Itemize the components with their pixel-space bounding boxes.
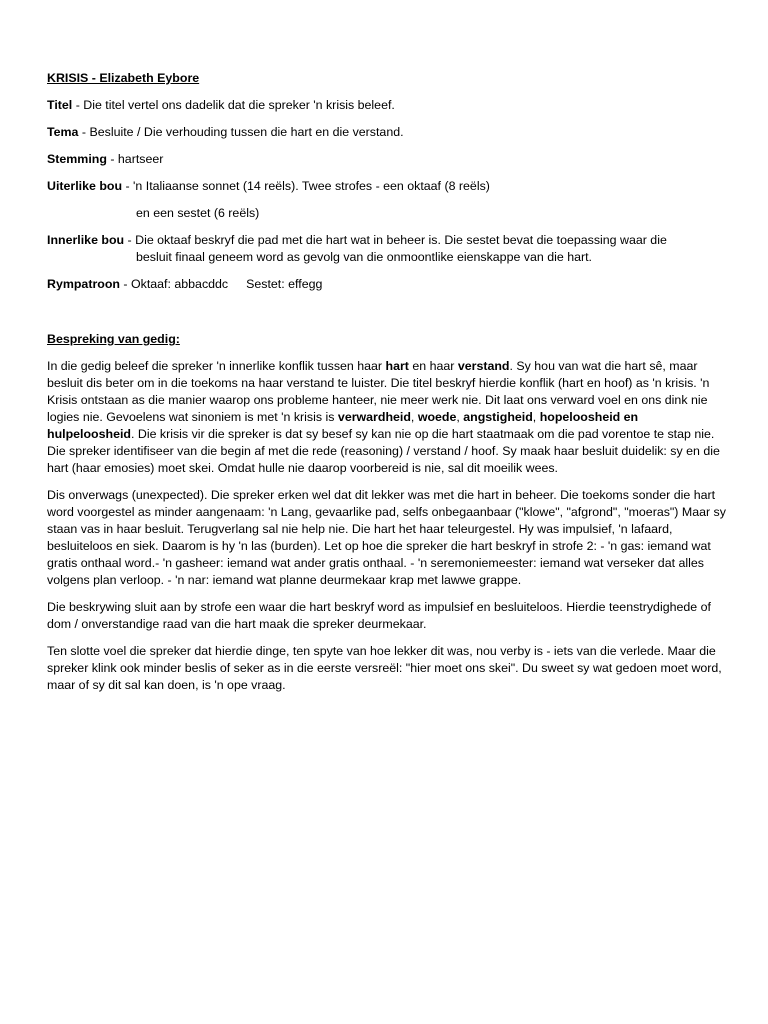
p1-text-d: . Sy hou van wat die hart sê, maar besluit dis beter om in die toekoms na haar verstand te luister. Die titel beskryf hierdie konflik (hart en hoof) as 'n krisis. 'n Krisis ontstaan as die manier waarop ons probleme hanteer, nie meer werk nie. Dit laat ons verward voel en ons dink nie logies nie. Gevoelens wat sinoniem is met 'n krisis is: [47, 359, 710, 424]
rympatroon-line: [47, 276, 727, 293]
p1-bold-hopeloosheid: hopeloosheid en hulpeloosheid: [47, 410, 639, 441]
innerlike-bou-text: - Die oktaaf beskryf die pad met die hart wat in beheer is. Die sestet bevat die toepassing waar die: [124, 233, 667, 247]
document-page: [47, 70, 727, 704]
rympatroon-sestet: Sestet: effegg: [246, 277, 323, 291]
document-title: KRISIS - Elizabeth Eybore: [47, 71, 200, 85]
tema-line: [47, 124, 727, 141]
p1-bold-verstand: verstand: [457, 359, 510, 373]
p1-text-g: ,: [532, 410, 540, 424]
p1-text-f: ,: [456, 410, 464, 424]
p1-text-e: ,: [410, 410, 418, 424]
stemming-label: Stemming: [47, 152, 107, 166]
p1-bold-verwardheid: verwardheid: [337, 410, 411, 424]
paragraph-3: Die beskrywing sluit aan by strofe een waar die hart beskryf word as impulsief en besluiteloos. Hierdie teenstrydighede of dom / onverstandige raad van die hart maak die spreker deurmekaar.: [47, 600, 711, 631]
p1-text-h: . Die krisis vir die spreker is dat sy besef sy kan nie op die hart staatmaak om die pad vorentoe te stap nie. Die spreker identifiseer van die begin af met die rede (reasoning) / verstand / hoof. Sy maak haar besluit duidelik: sy en die hart (haar emosies) moet skei. Omdat hulle nie daarop voorbereid is nie, sal dit moeilik wees.: [47, 427, 720, 475]
p1-bold-angstigheid: angstigheid: [463, 410, 533, 424]
titel-line: [47, 97, 727, 114]
section-spacer: [47, 303, 727, 331]
rympatroon-oktaaf: - Oktaaf: abbacddc: [119, 277, 229, 291]
p1-bold-woede: woede: [417, 410, 457, 424]
innerlike-bou-line: [47, 232, 727, 266]
uiterlike-bou-line: [47, 178, 727, 195]
bespreking-heading: Bespreking van gedig:: [47, 332, 180, 346]
innerlike-bou-continuation: besluit finaal geneem word as gevolg van die onmoontlike eienskappe van die hart.: [136, 250, 592, 264]
innerlike-bou-label: Innerlike bou: [47, 233, 125, 247]
tema-text: - Besluite / Die verhouding tussen die hart en die verstand.: [78, 125, 404, 139]
titel-label: Titel: [47, 98, 73, 112]
uiterlike-bou-continuation: en een sestet (6 reëls): [136, 206, 260, 220]
stemming-line: [47, 151, 727, 168]
rympatroon-label: Rympatroon: [47, 277, 120, 291]
stemming-text: - hartseer: [106, 152, 164, 166]
paragraph-4: Ten slotte voel die spreker dat hierdie dinge, ten spyte van hoe lekker dit was, nou verby is - iets van die verlede. Maar die spreker klink ook minder beslis of seker as in die eerste versreël: "hier moet ons skei". Du sweet sy wat gedoen moet word, maar of sy dit sal kan doen, is 'n ope vraag.: [47, 644, 722, 692]
paragraph-1: [47, 358, 727, 477]
uiterlike-bou-label: Uiterlike bou: [47, 179, 123, 193]
p1-bold-hart: hart: [385, 359, 409, 373]
titel-text: - Die titel vertel ons dadelik dat die spreker 'n krisis beleef.: [72, 98, 395, 112]
p1-text-a: In die gedig beleef die spreker 'n innerlike konflik tussen haar: [47, 359, 386, 373]
p1-text-c: en haar: [408, 359, 458, 373]
paragraph-2: Dis onverwags (unexpected). Die spreker erken wel dat dit lekker was met die hart in beheer. Die toekoms sonder die hart word voorgestel as minder aangenaam: 'n Lang, gevaarlike pad, selfs onbegaanbaar ("klowe", "afgrond", "moeras") Maar sy staan vas in haar besluit. Terugverlang sal nie help nie. Die hart het haar teleurgestel. Hy was impulsief, 'n lafaard, besluiteloos en siek. Daarom is hy 'n las (burden). Let op hoe die spreker die hart beskryf in strofe 2: - 'n gas: iemand wat gratis onthaal word.- 'n gasheer: iemand wat ander gratis onthaal. - 'n seremoniemeester: iemand wat verseker dat alles volgens plan verloop. - 'n nar: iemand wat planne deurmekaar krap met lawwe grappe.: [47, 488, 726, 587]
uiterlike-bou-text: - 'n Italiaanse sonnet (14 reëls). Twee strofes - een oktaaf (8 reëls): [122, 179, 490, 193]
tema-label: Tema: [47, 125, 79, 139]
